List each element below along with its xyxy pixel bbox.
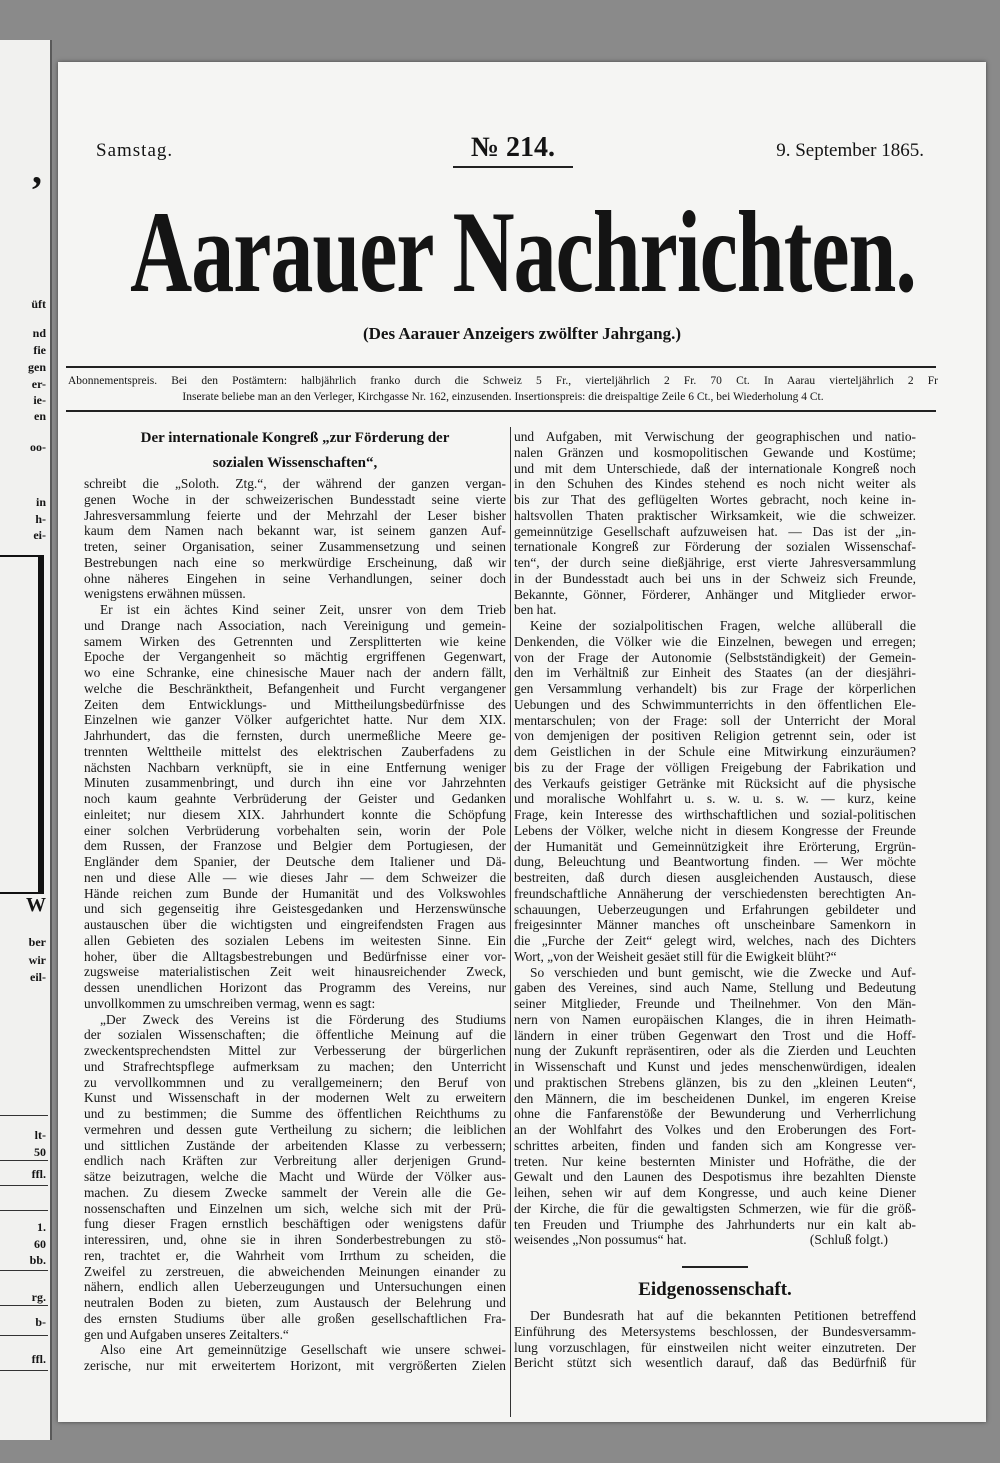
text-line: vermehren und dessen gute Vertheilung zu sichern; die leiblichen xyxy=(84,1121,506,1137)
text-line: noch kaum geahnte Verbrüderung der Geister und Gedanken xyxy=(84,791,506,806)
text-line: Epoche der Vergangenheit so mächtig ergriffenen Gegenwart, xyxy=(84,649,506,665)
adjacent-page-rule xyxy=(0,1370,48,1371)
text-line: treten, seiner Organisation, seiner Zusammensetzung und seinen xyxy=(84,539,506,554)
adjacent-page-fragment: ffl. xyxy=(31,1352,46,1366)
text-line: schrittes arbeiten, finden und fanden sich am Kongresse ver- xyxy=(514,1137,916,1153)
text-line: gemeinnützige Gesellschaft aufzuweisen hat. — Das ist der „in- xyxy=(514,523,916,539)
text-line: bestreiten, daß durch diesen ausgleichenden Austausch, diese xyxy=(514,870,916,885)
adjacent-page-fragment: 60 xyxy=(34,1237,46,1251)
text-line: des ernsten Studiums über alle großen gesellschaftlichen Fra- xyxy=(84,1310,506,1326)
adjacent-page-fragment: b- xyxy=(35,1315,46,1329)
text-line: einer solchen Verbrüderung vorbehalten sein, worin der Pole xyxy=(84,822,506,838)
adjacent-page-rule xyxy=(0,1185,48,1186)
text-line: Hände reichen zum Bunde der Humanität und des Volkswohles xyxy=(84,885,506,901)
text-line: So verschieden und bunt gemischt, wie die Zwecke und Auf- xyxy=(530,964,916,980)
text-line: Also eine Art gemeinnützige Gesellschaft wie unsere schwei- xyxy=(100,1342,506,1358)
adjacent-page-fragment: fie xyxy=(33,343,46,357)
text-line: seiner Mitglieder, Freunde und Theilnehmer. Von den Män- xyxy=(514,996,916,1011)
text-line-content: wenigstens erwähnen müssen. xyxy=(84,586,246,602)
text-line: und Drange nach Association, nach Vereinigung und gemein- xyxy=(84,617,506,633)
adjacent-page-fragment: 50 xyxy=(34,1145,46,1159)
adjacent-page-fragment: eil- xyxy=(30,970,46,984)
issue-date: 9. September 1865. xyxy=(776,140,924,161)
text-line: Der Bundesrath hat auf die bekannten Petitionen betreffend xyxy=(530,1308,916,1323)
text-line: lung vorzuschlagen, für einstweilen nicht weiter einzutreten. Der xyxy=(514,1339,916,1355)
text-line: bis zur That des geflügelten Wortes gebracht, noch keine in- xyxy=(514,492,916,507)
adjacent-page-fragment: wir xyxy=(28,953,46,967)
text-line: den im Verhältniß zur Einheit des Staates (an der diesjähri- xyxy=(514,665,916,681)
text-line: den Männern, die im bescheidenen Dunkel, im engeren Kreise xyxy=(514,1090,916,1106)
text-line: nen und diese Alle — wie dieses Jahr — dem Schweizer die xyxy=(84,869,506,885)
text-line: Jahrhundert, das die fernsten, durch unermeßliche Meere ge- xyxy=(84,728,506,743)
weekday: Samstag. xyxy=(96,140,174,161)
text-line: nächsten Nachbarn verknüpft, sie in eine Entfernung weniger xyxy=(84,759,506,775)
article-paragraph xyxy=(84,476,506,602)
adjacent-page-edge xyxy=(0,40,52,1440)
adjacent-page-fragment: oo- xyxy=(30,440,46,454)
text-line: und sittlichen Zustände der arbeitenden Klasse zu verbessern; xyxy=(84,1137,506,1153)
text-line: einleitet; nur diesem XIX. Jahrhundert konnte die Schöpfung xyxy=(84,806,506,822)
adjacent-page-fragment: er- xyxy=(31,377,46,391)
text-line: Engländer dem Spanier, der Deutsche dem Italiener und Dä- xyxy=(84,854,506,869)
text-line: schreibt die „Soloth. Ztg.“, der während der ganzen vergan- xyxy=(84,476,506,491)
text-line: interessiren, und, ohne sie in ihren Sonderbestrebungen zu stö- xyxy=(84,1232,506,1247)
text-line: schauungen, Ueberzeugungen und Erfahrungen gebildeter und xyxy=(514,901,916,917)
adjacent-page-fragment: rg. xyxy=(31,1290,46,1304)
text-line: an der Wohlfahrt des Volkes und den Eroberungen des Fort- xyxy=(514,1122,916,1137)
adjacent-page-fragment: nd xyxy=(32,326,46,340)
right-column xyxy=(514,429,916,1371)
newspaper-page xyxy=(58,62,986,1422)
adjacent-page-rule xyxy=(0,1210,48,1211)
adjacent-page-fragment: ie- xyxy=(33,393,46,407)
adjacent-page-fragment: ber xyxy=(28,935,46,949)
article-paragraph xyxy=(84,602,506,1012)
text-line: bis zu der Frage der völligen Freigebung der Fabrikation und xyxy=(514,759,916,775)
text-line xyxy=(84,586,506,602)
text-line-content: Wort, „von der Weisheit gesäet still für die Ewigkeit blüht?“ xyxy=(514,948,837,964)
text-line: ohne die Fanfarenstöße der Bewunderung und Verherrlichung xyxy=(514,1106,916,1122)
subscription-info: Abonnementspreis. Bei den Postämtern: halbjährlich franko durch die Schweiz 5 Fr., vierteljährlich 2 Fr. 70 Ct. In Aarau vierteljährlich 2 Fr xyxy=(68,375,938,387)
adjacent-page-rule xyxy=(0,1270,48,1271)
text-line: zerische, nur mit erweitertem Horizont, mit vergrößerten Zielen xyxy=(84,1358,506,1373)
adjacent-page-fragment: ei- xyxy=(33,528,46,542)
text-line: freundschaftliche Annäherung der verschiedensten berechtigten An- xyxy=(514,885,916,901)
adjacent-page-fragment: lt- xyxy=(34,1128,46,1142)
text-line: nähern, endlich allen Ueberzeugungen und Untersuchungen einen xyxy=(84,1279,506,1295)
text-line: gen Versammlung verhandelt) bis zur Frage der körperlichen xyxy=(514,681,916,696)
newspaper-title: Aarauer Nachrichten. xyxy=(130,187,916,317)
adjacent-page-box xyxy=(0,555,44,894)
text-line: ten“, der durch seine dießjährige, erst vierte Jahresversammlung xyxy=(514,555,916,570)
article-paragraph xyxy=(84,1012,506,1343)
text-line: Gewalt und den Launen des Despotismus ihre bezahlten Dienste xyxy=(514,1169,916,1185)
text-line: nalen Gränzen und kosmopolitischen Gewande und Kostüme; xyxy=(514,444,916,460)
text-line: austauschen über die wichtigsten und eingreifendsten Fragen aus xyxy=(84,917,506,932)
text-line: sätze beizutragen, welche die Macht und Würde der Völker aus- xyxy=(84,1169,506,1184)
text-line: die „Furche der Zeit“ gelegt wird, welches, nach des Dichters xyxy=(514,933,916,948)
text-line: in Wissenschaft und Kunst und jedes menschenwürdigen, idealen xyxy=(514,1059,916,1074)
text-line: der sozialen Wissenschaften; die öffentliche Meinung auf die xyxy=(84,1027,506,1043)
article-paragraph xyxy=(84,1342,506,1374)
newspaper-subtitle: (Des Aarauer Anzeigers zwölfter Jahrgang.) xyxy=(58,324,986,344)
text-line: nung der Zukunft repräsentiren, oder als die Zierden und Leuchten xyxy=(514,1043,916,1059)
adjacent-page-rule xyxy=(0,1305,48,1306)
text-line: ren, trachtet er, die Wahrheit vom Irrthum zu scheiden, die xyxy=(84,1247,506,1263)
text-line: Zweifel zu zerstreuen, die abweichenden Meinungen einander zu xyxy=(84,1263,506,1279)
text-line: Einführung des Metersystems beschlossen, der Bundesversamm- xyxy=(514,1323,916,1339)
adjacent-page-rule xyxy=(0,1115,48,1116)
text-line-content: unvollkommen zu umschreiben vermag, wenn es sagt: xyxy=(84,995,376,1011)
text-line: in der Bundesstadt auch bei uns in der Schweiz sich Freunde, xyxy=(514,570,916,586)
text-line xyxy=(514,602,916,618)
text-line: machen. Zu diesem Zwecke sammelt der Verein alle die Ge- xyxy=(84,1184,506,1200)
text-line: trennten Welttheile mittelst des elektrischen Zauberfadens zu xyxy=(84,743,506,759)
text-line: endlich nach Kräften zur Verbreitung aller derjenigen Grund- xyxy=(84,1153,506,1169)
continuation-note: (Schluß folgt.) xyxy=(809,1232,888,1248)
text-line: ohne näheres Eingehen in seine Verhandlungen, seiner doch xyxy=(84,570,506,586)
text-line: ländern in einer trüben Gegenwart den Trost und die Hoff- xyxy=(514,1027,916,1043)
text-line: gaben des Vereines, sind auch Name, Stellung und Bedeutung xyxy=(514,980,916,996)
text-line: der Humanität und Gemeinnützigkeit ihre Erörterung, Ergrün- xyxy=(514,838,916,854)
text-line: und praktischen Strebens glänzen, bis zu den „kleinen Leuten“, xyxy=(514,1074,916,1090)
text-line: Bekannte, Gönner, Förderer, Anhänger und Mitglieder erwor- xyxy=(514,586,916,602)
text-line: „Der Zweck des Vereins ist die Förderung des Studiums xyxy=(100,1011,506,1027)
text-line: freigesinnter Männer manches oft unscheinbare Samenkorn in xyxy=(514,917,916,933)
text-line: dessen unendlichen Horizont das Programm des Vereins, nur xyxy=(84,980,506,995)
text-line: Denkenden, die Völker wie die Einzelnen, bewegen und erregen; xyxy=(514,633,916,649)
masthead-title-area xyxy=(98,187,948,317)
rule-top xyxy=(66,366,936,368)
text-line: Er ist ein ächtes Kind seiner Zeit, unsrer von dem Trieb xyxy=(100,602,506,617)
adjacent-page-rule xyxy=(0,1335,48,1336)
text-line: Einzelnen wie ganzer Völker aufgerichtet hatte. Nur dem XIX. xyxy=(84,712,506,728)
text-line: in den Schuhen des Kindes stehend es noch nicht weiter als xyxy=(514,476,916,492)
text-line: zu vervollkommnen und zu verallgemeinern; den Beruf von xyxy=(84,1074,506,1090)
text-line: von demjenigen der positiven Religion getrennt sein, oder ist xyxy=(514,728,916,744)
text-line: und Strafrechtspflege aufmerksam zu machen; den Unterricht xyxy=(84,1058,506,1074)
rule-bottom xyxy=(66,410,936,412)
text-line: Bericht stützt sich wesentlich darauf, daß das Bedürfniß für xyxy=(514,1355,916,1371)
text-line: wo eine Schranke, eine chinesische Mauer nach der andern fällt, xyxy=(84,665,506,680)
adjacent-page-fragment: ffl. xyxy=(31,1167,46,1181)
text-line: Frage, kein Interesse des wirthschaftlichen und sozial-politischen xyxy=(514,807,916,822)
text-line: und Aufgaben, mit Verwischung der geographischen und natio- xyxy=(514,429,916,444)
adjacent-page-rule xyxy=(0,1160,48,1161)
text-line: allen Gebieten des sozialen Lebens im weitesten Sinne. Ein xyxy=(84,932,506,948)
text-line: zugsweise materialistischen Zeit weit hinausreichender Zweck, xyxy=(84,964,506,980)
adjacent-page-fragment: bb. xyxy=(29,1253,46,1267)
text-line: und moralische Wohlfahrt u. s. w. u. s. w. — kurz, keine xyxy=(514,791,916,807)
text-line: mentarschulen; von der Frage: soll der Unterricht der Moral xyxy=(514,712,916,728)
text-line xyxy=(514,949,916,965)
text-line xyxy=(514,1232,916,1248)
text-line-content: weisendes „Non possumus“ hat. xyxy=(514,1232,687,1248)
adjacent-page-fragment: 1. xyxy=(37,1220,46,1234)
left-column xyxy=(84,426,506,1374)
adjacent-page-fragment: h- xyxy=(35,512,46,526)
adjacent-page-fragment: üft xyxy=(31,297,46,311)
article-heading-line: sozialen Wissenschaften“, xyxy=(212,455,378,471)
text-line: ten Freuden und Triumphe des Jahrhunderts nur ein kalt ab- xyxy=(514,1216,916,1232)
text-line: fung dieser Fragen ernstlich beschäftigen oder wenigstens dafür xyxy=(84,1216,506,1232)
issue-number: № 214. xyxy=(453,132,573,168)
section-rule xyxy=(682,1266,748,1268)
text-line: und mit dem Unterschiede, daß der internationale Kongreß noch xyxy=(514,460,916,476)
text-line: treten. Nur keine besternten Minister und Hofräthe, die der xyxy=(514,1153,916,1169)
text-line: dem Geistlichen in der Schule eine Mitwirkung einzuräumen? xyxy=(514,744,916,759)
adjacent-page-fragment: gen xyxy=(28,360,46,374)
text-line: Keine der sozialpolitischen Fragen, welche allüberall die xyxy=(530,618,916,633)
text-line-content: ben hat. xyxy=(514,602,557,618)
text-line: samem Wirken des Getrennten und Zersplitterten wie keine xyxy=(84,633,506,649)
column-divider xyxy=(510,427,511,1417)
text-line: Lebens der Völker, welche nicht in diesem Kongresse der Freunde xyxy=(514,822,916,838)
text-line: Jahresversammlung feierte und der Mehrzahl der Leser bisher xyxy=(84,507,506,523)
text-line: Kunst und Wissenschaft in der modernen Welt zu erweitern xyxy=(84,1090,506,1106)
text-line: dung, Beleuchtung und Beantwortung finden. — Wer möchte xyxy=(514,854,916,870)
text-line: des Verkaufs geistiger Getränke mit Rücksicht auf die physische xyxy=(514,775,916,791)
text-line: kaum dem Namen nach bekannt war, ist seinem ganzen Auf- xyxy=(84,523,506,539)
text-line: leihen, sehen wir auf dem Kongresse, und auch keine Diener xyxy=(514,1185,916,1200)
text-line: und sich gegenseitig ihre Geistesgedanken und Herzenswünsche xyxy=(84,901,506,917)
text-line: Zeiten dem Entwicklungs- und Mittheilungsbedürfnisse des xyxy=(84,696,506,712)
text-line: ternationale Kongreß zur Förderung der sozialen Wissenschaf- xyxy=(514,539,916,555)
text-line: von der Frage der Autonomie (Selbstständigkeit) der Gemein- xyxy=(514,649,916,665)
text-line: neutralen Boden zu bieten, zum Austausch der Belehrung und xyxy=(84,1295,506,1310)
text-line: hoher, über die Alltagsbestrebungen und Bedürfnisse einer vor- xyxy=(84,948,506,964)
text-line xyxy=(84,1327,506,1343)
text-line: nossenschaften und Einzelnen um sich, welche sich mit der Prü- xyxy=(84,1200,506,1216)
text-line: haltsvollen Thaten praktischer Wirksamkeit, wie die schweizer. xyxy=(514,507,916,523)
article-paragraph xyxy=(514,429,916,618)
text-line: und zu bestimmen; die Summe des öffentlichen Reichthums zu xyxy=(84,1106,506,1121)
advertising-info: Inserate beliebe man an den Verleger, Kirchgasse Nr. 162, einzusenden. Insertionspreis: die dreispaltige Zeile 6 Ct., bei Wiederholung 4 Ct. xyxy=(68,389,938,405)
section-heading: Eidgenossenschaft. xyxy=(638,1279,792,1300)
text-line: Uebungen und des Schwimmunterrichts in den öffentlichen Ele- xyxy=(514,696,916,712)
text-line: welche die Beschränktheit, Befangenheit und Furcht vergangener xyxy=(84,680,506,696)
text-line: Bestrebungen nach eine so merkwürdige Erscheinung, daß wir xyxy=(84,554,506,570)
text-line-content: gen und Aufgaben unseres Zeitalters.“ xyxy=(84,1326,289,1342)
article-paragraph xyxy=(514,618,916,965)
article-paragraph xyxy=(514,965,916,1249)
text-line: dem Russen, der Franzose und Belgier dem Portugiesen, der xyxy=(84,838,506,854)
adjacent-page-fragment: in xyxy=(35,495,46,509)
text-line: nern von Namen europäischen Klanges, die in ihren Heimath- xyxy=(514,1011,916,1027)
text-line xyxy=(84,996,506,1012)
adjacent-page-fragment: , xyxy=(32,147,42,192)
text-line: Minuten zusammenbringt, und durch ihn eine vor Jahrzehnten xyxy=(84,775,506,791)
article-heading-line: Der internationale Kongreß „zur Förderung der xyxy=(140,430,450,446)
text-line: zweckentsprechendsten Mittel zur Verbesserung der bürgerlichen xyxy=(84,1043,506,1058)
adjacent-page-fragment: en xyxy=(34,409,46,423)
text-line: genen Woche in der schweizerischen Bundesstadt seine vierte xyxy=(84,491,506,507)
text-line: der Kirche, die für die gewaltigsten Schmerzen, wie für die größ- xyxy=(514,1200,916,1216)
adjacent-page-fragment: W xyxy=(26,894,46,916)
